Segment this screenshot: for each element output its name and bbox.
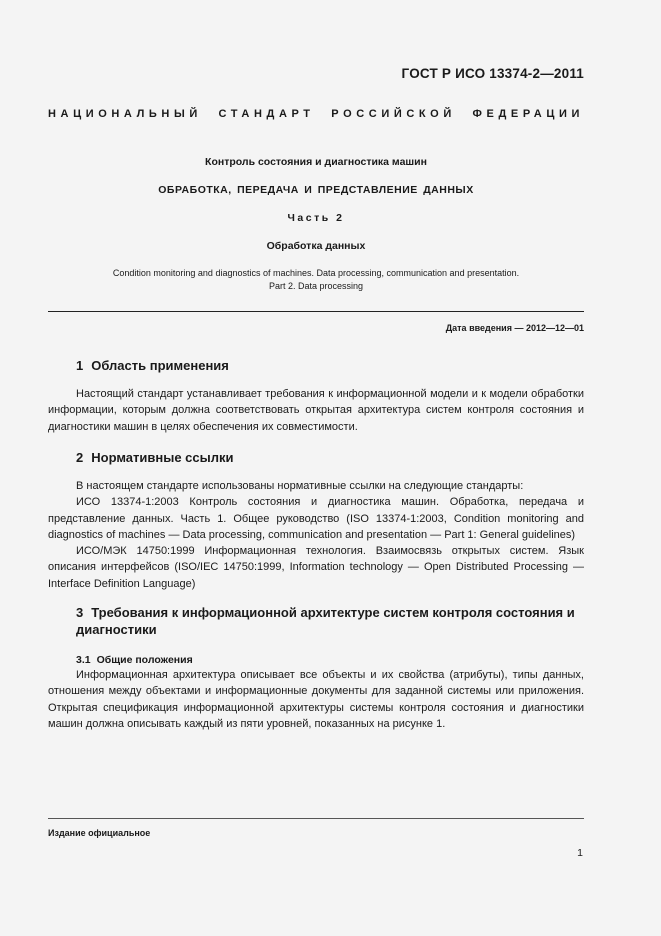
section-title: Требования к информационной архитектуре систем контроля состояния и диагностики <box>76 605 575 637</box>
title-part: Часть 2 <box>287 212 345 224</box>
subsection-number: 3.1 <box>76 654 91 666</box>
date-introduction: Дата введения — 2012—12—01 <box>445 323 584 333</box>
document-id: ГОСТ Р ИСО 13374-2—2011 <box>401 66 584 81</box>
section-number: 1 <box>76 358 84 373</box>
paragraph: Настоящий стандарт устанавливает требования к информационной модели и к модели обработки информации, которым должна соответствовать открытая архитектура систем контроля состояния и диагностики машин в целях обеспечения их совместимости. <box>48 388 584 433</box>
section-2-body <box>48 478 584 592</box>
footer-divider <box>48 818 584 819</box>
section-number: 3 <box>76 605 84 620</box>
edition-label: Издание официальное <box>48 828 151 838</box>
title-english-line1: Condition monitoring and diagnostics of machines. Data processing, communication and presentation. <box>112 268 520 278</box>
subsection-title: Общие положения <box>96 654 193 666</box>
paragraph: В настоящем стандарте использованы нормативные ссылки на следующие стандарты: <box>76 480 524 492</box>
section-number: 2 <box>76 450 84 465</box>
section-1-heading <box>76 358 229 373</box>
section-1-body <box>48 386 584 435</box>
title-divider <box>48 311 584 312</box>
paragraph: Информационная архитектура описывает все объекты и их свойства (атрибуты), типы данных, отношения между объектами и информационные документы для заданной системы или приложения. Открытая спецификация информационной архитектуры системы контроля состояния и диагностики машин должна описывать каждый из пяти уровней, показанных на рисунке 1. <box>48 669 584 730</box>
section-title: Область применения <box>91 358 229 373</box>
normative-reference-iso-13374-1: ИСО 13374-1:2003 Контроль состояния и диагностика машин. Обработка, передача и представление данных. Часть 1. Общее руководство (ISO 13374-1:2003, Condition monitoring and diagnostics of machines — Data processing, communication and presentation — Part 1: General guidelines) <box>48 496 584 541</box>
title-part-name: Обработка данных <box>266 240 366 252</box>
title-subtitle: Контроль состояния и диагностика машин <box>205 156 427 168</box>
page-number: 1 <box>577 847 583 859</box>
title-main: ОБРАБОТКА, ПЕРЕДАЧА И ПРЕДСТАВЛЕНИЕ ДАННЫХ <box>158 184 474 196</box>
title-english-line2: Part 2. Data processing <box>268 281 364 291</box>
normative-reference-iso-iec-14750: ИСО/МЭК 14750:1999 Информационная технология. Взаимосвязь открытых систем. Язык описания интерфейсов (ISO/IEC 14750:1999, Information technology — Open Distributed Processing — Interface Definition Language) <box>48 545 584 590</box>
subsection-3-1-heading <box>76 654 193 666</box>
subsection-3-1-body <box>48 667 584 732</box>
section-title: Нормативные ссылки <box>91 450 234 465</box>
national-standard-banner: НАЦИОНАЛЬНЫЙ СТАНДАРТ РОССИЙСКОЙ ФЕДЕРАЦИИ <box>48 108 584 120</box>
section-2-heading <box>76 450 233 465</box>
section-3-heading <box>76 604 584 638</box>
